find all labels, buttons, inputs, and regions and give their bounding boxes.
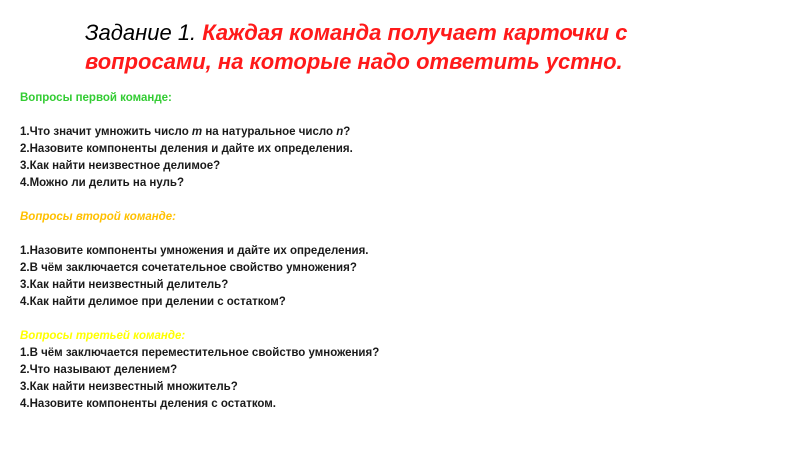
spacer bbox=[20, 107, 740, 124]
question-item: 3.Как найти неизвестный множитель? bbox=[20, 381, 238, 393]
question-list-team-2 bbox=[20, 243, 740, 311]
question-item: 2.Назовите компоненты деления и дайте их определения. bbox=[20, 143, 353, 155]
question-text-part: ? bbox=[343, 126, 351, 138]
question-item: 4.Можно ли делить на нуль? bbox=[20, 177, 185, 189]
question-item: 4.Назовите компоненты деления с остатком. bbox=[20, 398, 277, 410]
section-title-team-2: Вопросы второй команде: bbox=[20, 211, 177, 223]
question-text-part: на натуральное число bbox=[202, 126, 337, 138]
spacer bbox=[20, 311, 740, 328]
question-list-team-3 bbox=[20, 345, 740, 413]
question-item: 4.Как найти делимое при делении с остатком? bbox=[20, 296, 286, 308]
question-item: 1.В чём заключается переместительное свойство умножения? bbox=[20, 347, 380, 359]
questions-content bbox=[20, 90, 740, 413]
question-item: 2.Что называют делением? bbox=[20, 364, 178, 376]
spacer bbox=[20, 226, 740, 243]
task-heading bbox=[85, 18, 725, 76]
question-text-part: 1.Что значит умножить число bbox=[20, 126, 192, 138]
variable-m: m bbox=[191, 126, 203, 138]
section-team-2 bbox=[20, 209, 740, 311]
variable-n: n bbox=[336, 126, 344, 138]
question-list-team-1 bbox=[20, 124, 740, 192]
question-item: 1.Назовите компоненты умножения и дайте их определения. bbox=[20, 245, 369, 257]
question-item: 2.В чём заключается сочетательное свойство умножения? bbox=[20, 262, 357, 274]
question-item: 3.Как найти неизвестное делимое? bbox=[20, 160, 221, 172]
section-title-team-1: Вопросы первой команде: bbox=[20, 92, 172, 104]
section-title-team-3: Вопросы третьей команде: bbox=[20, 330, 186, 342]
task-label: Задание 1. bbox=[85, 20, 203, 45]
spacer bbox=[20, 192, 740, 209]
section-team-3 bbox=[20, 328, 740, 413]
task-text: Каждая команда получает карточки с вопросами, на которые надо ответить устно. bbox=[85, 20, 628, 74]
question-item: 3.Как найти неизвестный делитель? bbox=[20, 279, 229, 291]
question-item bbox=[20, 124, 740, 141]
section-team-1 bbox=[20, 90, 740, 192]
